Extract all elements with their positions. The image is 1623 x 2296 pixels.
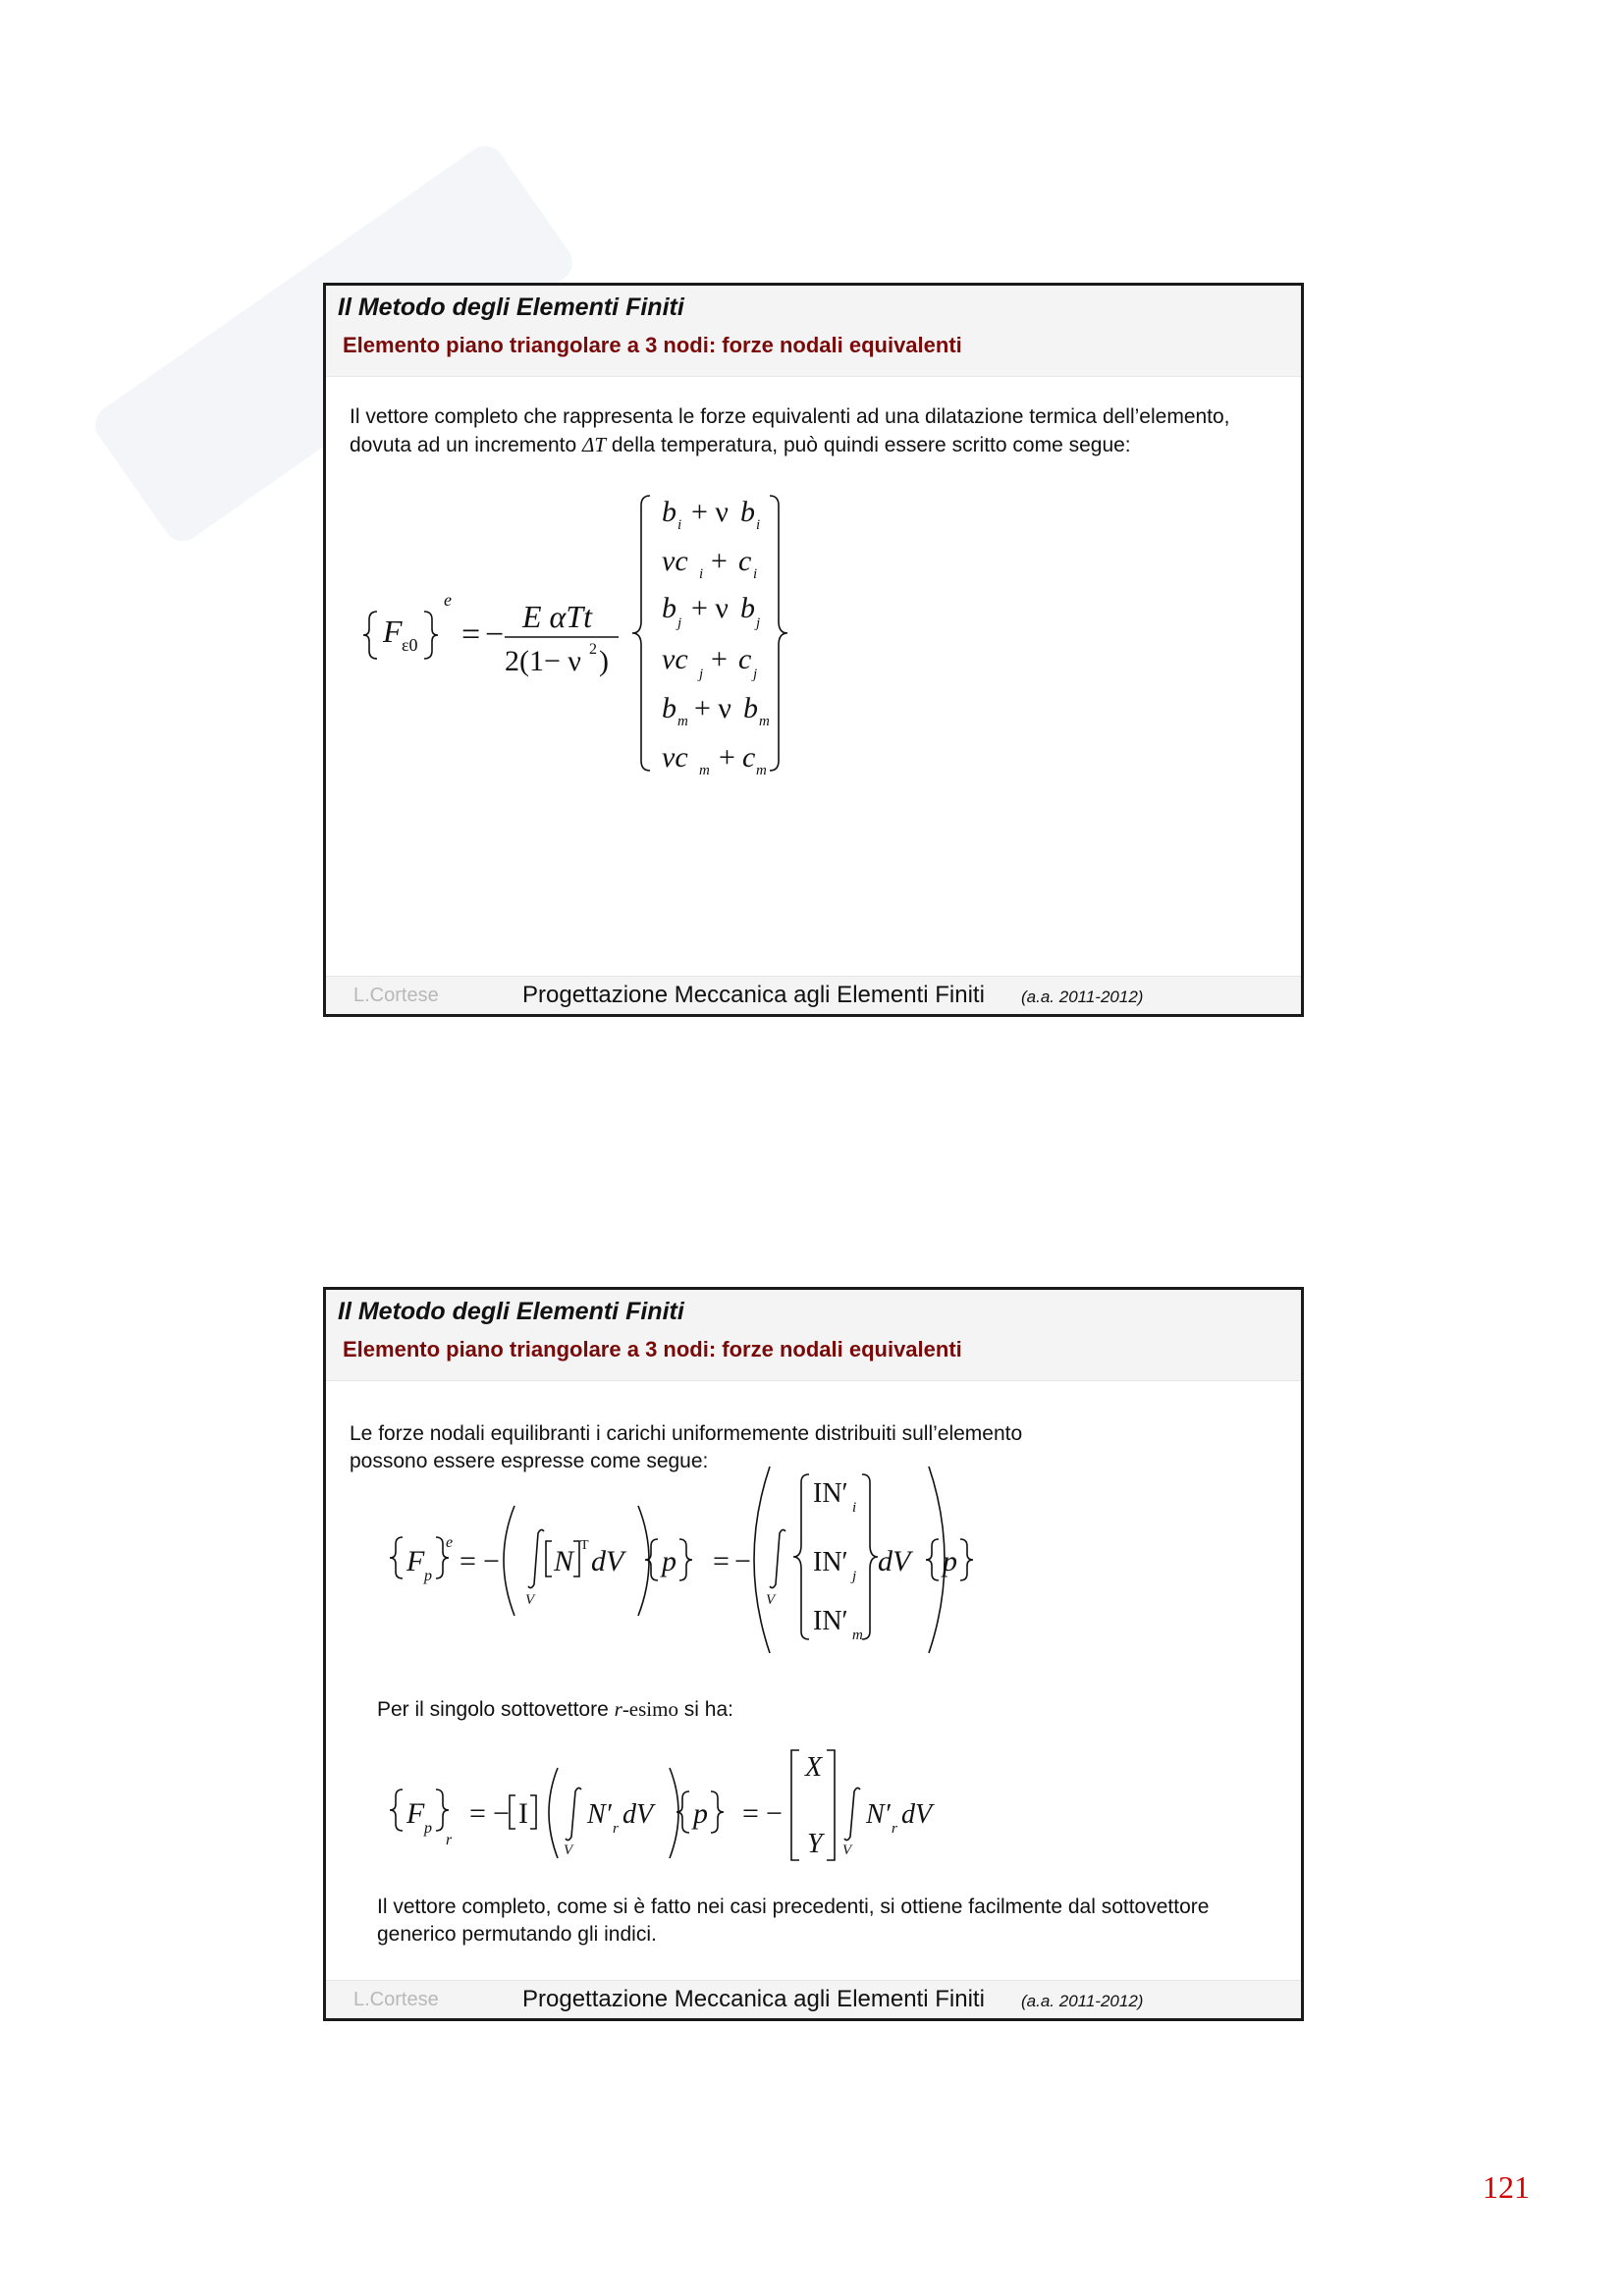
svg-text:V: V bbox=[842, 1842, 852, 1858]
svg-text:j: j bbox=[699, 667, 704, 682]
thermal-force-equation bbox=[355, 482, 905, 806]
svg-text:=: = bbox=[469, 1797, 486, 1830]
paragraph-line-2: dovuta ad un incremento ΔT della temperatura, può quindi essere scritto come segue: bbox=[350, 433, 1131, 456]
vector-row bbox=[662, 496, 760, 533]
svg-text:m: m bbox=[677, 714, 688, 729]
svg-text:i: i bbox=[699, 566, 704, 582]
denominator-square: 2 bbox=[589, 641, 597, 658]
svg-text:b: b bbox=[662, 592, 676, 624]
svg-text:N′: N′ bbox=[866, 1799, 891, 1830]
svg-text:N′: N′ bbox=[587, 1799, 612, 1830]
svg-text:+ ν: + ν bbox=[691, 592, 729, 624]
svg-text:c: c bbox=[738, 643, 752, 675]
vector-brace-close bbox=[770, 496, 787, 771]
slide-subtitle: Elemento piano triangolare a 3 nodi: forze nodali equivalenti bbox=[343, 1337, 962, 1362]
svg-text:dV: dV bbox=[622, 1799, 654, 1830]
svg-text:i: i bbox=[756, 517, 761, 533]
closing-line-2: generico permutando gli indici. bbox=[377, 1923, 657, 1946]
svg-text:i: i bbox=[753, 566, 758, 582]
svg-text:F: F bbox=[406, 1545, 425, 1577]
svg-text:−: − bbox=[483, 1545, 500, 1577]
vector-row bbox=[662, 692, 770, 729]
svg-text:m: m bbox=[852, 1628, 863, 1643]
closing-paragraph bbox=[377, 1894, 1290, 1949]
svg-text:F: F bbox=[406, 1797, 425, 1830]
svg-text:dV: dV bbox=[878, 1545, 911, 1577]
svg-text:−: − bbox=[734, 1545, 751, 1577]
rth-subvector-line: Per il singolo sottovettore r-esimo si ha: bbox=[377, 1697, 733, 1721]
svg-text:c: c bbox=[738, 545, 752, 577]
vector-row bbox=[662, 741, 767, 778]
svg-text:i: i bbox=[677, 517, 682, 533]
denominator-close: ) bbox=[599, 645, 609, 677]
vector-row bbox=[662, 592, 760, 631]
svg-text:b: b bbox=[662, 496, 676, 528]
svg-text:r: r bbox=[892, 1821, 897, 1837]
vector-row bbox=[662, 545, 757, 582]
closing-line-1: Il vettore completo, come si è fatto nei casi precedenti, si ottiene facilmente dal sottovettore bbox=[377, 1896, 1210, 1918]
svg-text:c: c bbox=[742, 741, 756, 774]
slide-header bbox=[326, 1290, 1301, 1381]
numerator: E αTt bbox=[522, 599, 593, 634]
svg-text:dV: dV bbox=[901, 1799, 933, 1830]
svg-text:Y: Y bbox=[807, 1829, 823, 1859]
svg-text:p: p bbox=[424, 1820, 432, 1837]
svg-text:T: T bbox=[580, 1538, 589, 1553]
vector-brace-open bbox=[632, 496, 650, 771]
svg-text:r: r bbox=[613, 1821, 619, 1837]
page-number: 121 bbox=[1483, 2169, 1530, 2205]
lhs-subscript: ε0 bbox=[402, 635, 418, 655]
footer-year: (a.a. 2011-2012) bbox=[1021, 1992, 1144, 2010]
subvector-integral bbox=[837, 1746, 954, 1874]
svg-text:+: + bbox=[711, 643, 728, 675]
slide-footer bbox=[326, 976, 1301, 1014]
footer-course: Progettazione Meccanica agli Elementi Finiti bbox=[522, 1986, 985, 2012]
svg-text:V: V bbox=[564, 1842, 573, 1858]
slide-1 bbox=[323, 283, 1304, 1017]
svg-text:p: p bbox=[943, 1545, 957, 1577]
svg-text:j: j bbox=[756, 615, 761, 631]
footer-author: L.Cortese bbox=[353, 1989, 439, 2010]
svg-text:j: j bbox=[852, 1569, 857, 1584]
paragraph-line-2: possono essere espresse come segue: bbox=[350, 1450, 709, 1472]
svg-text:dV: dV bbox=[591, 1545, 624, 1577]
subvector-equation bbox=[385, 1746, 837, 1874]
distributed-load-equation bbox=[385, 1467, 974, 1658]
slide-title: Il Metodo degli Elementi Finiti bbox=[338, 1298, 684, 1325]
svg-text:IN′: IN′ bbox=[813, 1478, 848, 1509]
slide-title: Il Metodo degli Elementi Finiti bbox=[338, 294, 684, 321]
svg-text:r: r bbox=[446, 1832, 453, 1848]
svg-text:−: − bbox=[766, 1797, 783, 1830]
svg-text:m: m bbox=[756, 763, 767, 778]
lhs-brace-close bbox=[424, 612, 438, 659]
svg-text:j: j bbox=[677, 615, 682, 631]
svg-text:−: − bbox=[493, 1797, 510, 1830]
slide-paragraph bbox=[350, 402, 1292, 459]
svg-text:+: + bbox=[719, 741, 735, 774]
svg-text:+: + bbox=[711, 545, 728, 577]
denominator: 2(1− ν bbox=[505, 645, 581, 677]
slide-2 bbox=[323, 1287, 1304, 2021]
footer-author: L.Cortese bbox=[353, 985, 439, 1006]
lhs-superscript: e bbox=[444, 590, 452, 610]
svg-text:νc: νc bbox=[662, 643, 688, 675]
svg-text:V: V bbox=[525, 1592, 535, 1608]
minus-sign: − bbox=[485, 616, 505, 653]
svg-text:b: b bbox=[743, 692, 758, 724]
svg-text:j: j bbox=[753, 667, 758, 682]
slide-subtitle: Elemento piano triangolare a 3 nodi: forze nodali equivalenti bbox=[343, 333, 962, 357]
svg-text:νc: νc bbox=[662, 545, 688, 577]
svg-text:p: p bbox=[424, 1568, 432, 1584]
paragraph-line-1: Le forze nodali equilibranti i carichi uniformemente distribuiti sull’elemento bbox=[350, 1422, 1023, 1445]
svg-text:m: m bbox=[699, 763, 710, 778]
svg-text:N: N bbox=[554, 1545, 574, 1577]
svg-text:b: b bbox=[740, 592, 755, 624]
svg-text:e: e bbox=[446, 1534, 454, 1551]
slide-footer bbox=[326, 1980, 1301, 2018]
svg-text:b: b bbox=[662, 692, 676, 724]
svg-text:m: m bbox=[759, 714, 770, 729]
svg-text:b: b bbox=[740, 496, 755, 528]
svg-text:=: = bbox=[742, 1797, 759, 1830]
footer-year: (a.a. 2011-2012) bbox=[1021, 988, 1144, 1006]
svg-text:IN′: IN′ bbox=[813, 1547, 848, 1577]
vector-row bbox=[662, 643, 757, 682]
paragraph-line-1: Il vettore completo che rappresenta le forze equivalenti ad una dilatazione termica dell’elemento, bbox=[350, 405, 1230, 428]
slide-header bbox=[326, 286, 1301, 377]
svg-text:p: p bbox=[662, 1545, 676, 1577]
svg-text:νc: νc bbox=[662, 741, 688, 774]
lhs-F: F bbox=[383, 614, 403, 649]
svg-text:p: p bbox=[693, 1797, 708, 1830]
svg-text:+ ν: + ν bbox=[691, 496, 729, 528]
lhs-brace-open bbox=[363, 612, 377, 659]
svg-text:IN′: IN′ bbox=[813, 1606, 848, 1636]
svg-text:=: = bbox=[713, 1545, 730, 1577]
svg-text:+ ν: + ν bbox=[694, 692, 731, 724]
footer-course: Progettazione Meccanica agli Elementi Finiti bbox=[522, 982, 985, 1008]
svg-text:I: I bbox=[518, 1797, 528, 1830]
svg-text:V: V bbox=[766, 1592, 776, 1608]
svg-text:i: i bbox=[852, 1500, 857, 1516]
equals-sign: = bbox=[461, 616, 481, 653]
svg-text:=: = bbox=[460, 1545, 476, 1577]
svg-text:X: X bbox=[805, 1752, 823, 1783]
